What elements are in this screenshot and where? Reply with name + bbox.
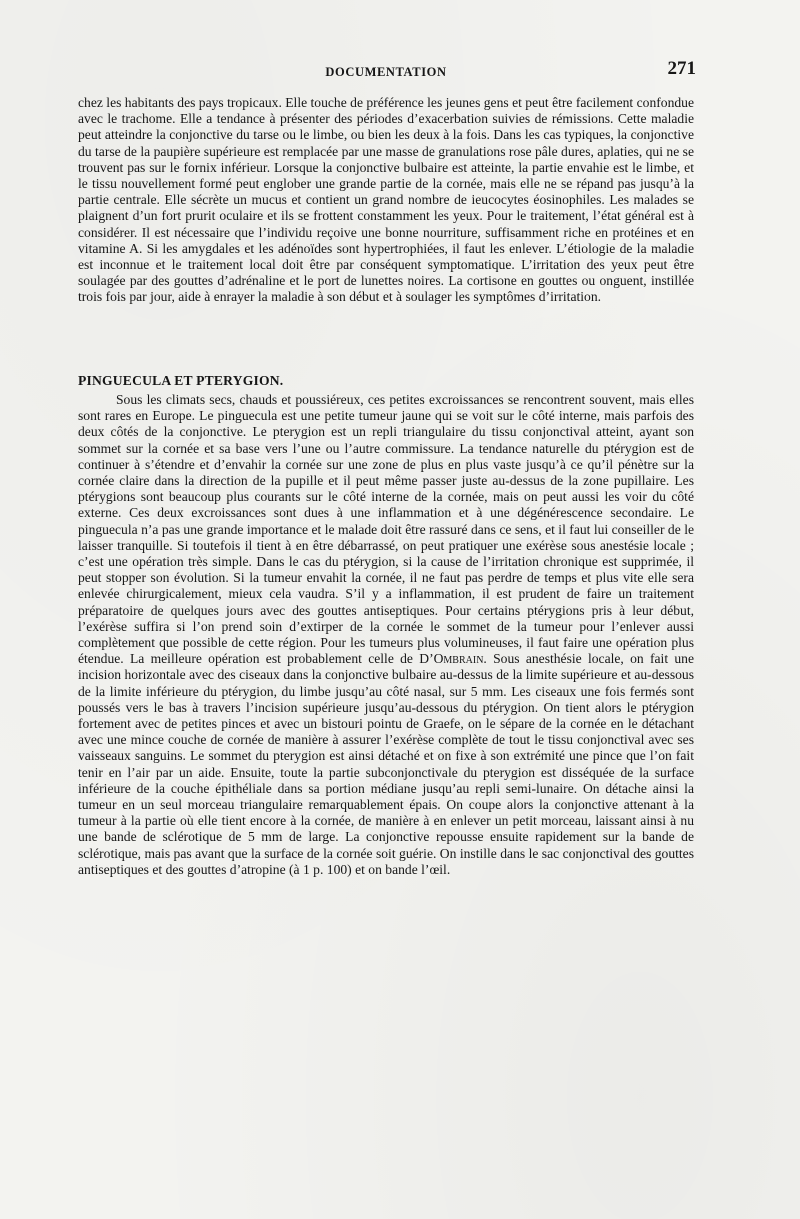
paragraph-text: chez les habitants des pays tropicaux. Elle touche de préférence les jeunes gens et peut être facilement confondue avec le trachome. Elle a tendance à présenter des périodes d’exacerbation suivies de rémissions. Cette maladie peut atteindre la conjonctive du tarse ou le limbe, ou bien les deux à la fois. Dans les cas typiques, la conjonctive du tarse de la paupière supérieure est remplacée par une masse de granulations rose pâle dures, aplaties, qui ne se trouvent pas sur le fornix inférieur. Lorsque la conjonctive bulbaire est atteinte, la partie envahie est le limbe, et le tissu nouvellement formé peut englober une grande partie de la cornée, mais elle ne se répand pas jusqu’à la partie centrale. Elle sécrète un mucus et contient un grand nombre de ieucocytes éosinophiles. Les malades se plaignent d’un fort prurit oculaire et ils se frottent constamment les yeux. Pour le traitement, l’état général est à considérer. Il est nécessaire que l’individu reçoive une bonne nourriture, suffisamment riche en protéines et en vitamine A. Si les amygdales et les adénoïdes sont hypertrophiées, il faut les enlever. L’étiologie de la maladie est inconnue et le traitement local doit être par conséquent symptomatique. L’irritation des yeux peut être soulagée par des gouttes d’adrénaline et le port de lunettes noires. La cortisone en gouttes ou onguent, instillée trois fois par jour, aide à enrayer la maladie à son début et à soulager les symptômes d’irritation. [78,95,694,305]
body-paragraph-pinguecula [78,392,694,878]
section-heading: PINGUECULA ET PTERYGION. [78,373,284,388]
paragraph-text-part-1: Sous les climats secs, chauds et poussiéreux, ces petites excroissances se rencontrent souvent, mais elles sont rares en Europe. Le pinguecula est une petite tumeur jaune qui se voit sur le côté interne, mais parfois des deux côtés de la conjonctive. Le pterygion est un repli triangulaire du tissu conjonctival atteint, ayant son sommet sur la cornée et sa base vers l’une ou l’autre commissure. La tendance naturelle du ptérygion est de continuer à s’étendre et d’envahir la cornée sur une zone de plus en plus vaste jusqu’à ce qu’il pénètre sur la cornée claire dans la direction de la pupille et il peut même passer juste au-dessus de la zone pupillaire. Les ptérygions sont beaucoup plus courants sur le côté interne de la cornée, mais on peut aussi les voir du côté externe. Ces deux excroissances sont dues à une inflammation et à une dégénérescence secondaire. Le pinguecula n’a pas une grande importance et le malade doit être rassuré dans ce sens, et il faut lui conseiller de le laisser tranquille. Si toutefois il tient à en être débarrassé, on peut pratiquer une exérèse sous anestésie locale ; c’est une opération très simple. Dans le cas du ptérygion, si la cause de l’irritation chronique est supprimée, il peut stopper son évolution. Si la tumeur envahit la cornée, il ne faut pas perdre de temps et plus vite elle sera enlevée chirurgicalement, mieux cela vaudra. S’il y a inflammation, il est prudent de faire un traitement préparatoire de quelques jours avec des gouttes antiseptiques. Pour certains ptérygions pris à leur début, l’exérèse suffira si l’on prend soin d’extirper de la cornée le sommet de la tumeur pour l’enlever aussi complètement que possible de cette région. Pour les tumeurs plus volumineuses, il faut faire une opération plus étendue. La meilleure opération est probablement celle de [78,392,694,667]
running-title: DOCUMENTATION [325,65,447,79]
author-name: D’Ombrain [419,651,484,667]
paragraph-text-part-2: . Sous anesthésie locale, on fait une incision horizontale avec des ciseaux dans la conjonctive bulbaire au-dessus de la limite supérieure et au-dessous de la limite inférieure du ptérygion, du limbe jusqu’au côté nasal, sur 5 mm. Les ciseaux une fois fermés sont poussés vers le bas à travers l’incision supérieure jusqu’au-dessous du ptérygion. On tient alors le ptérygion fortement avec de petites pinces et avec un bistouri pointu de Graefe, on le sépare de la cornée en le détachant avec une mince couche de cornée de manière à assurer l’exérèse complète de tout le tissu conjonctival avec ses vaisseaux sanguins. Le sommet du pterygion est ainsi détaché et on fixe à son extrémité une pince que l’on fait tenir en l’air par un aide. Ensuite, toute la partie subconjonctivale du pterygion est disséquée de la surface inférieure de la couche épithéliale dans sa portion médiane jusqu’au repli semi-lunaire. On détache ainsi la tumeur en un seul morceau triangulaire remarquablement épais. On coupe alors la conjonctive attenant à la tumeur à la partie où elle tient encore à la cornée, de manière à en enlever un petit morceau, laissant ainsi à nu une bande de sclérotique de 5 mm de large. La conjonctive repousse ensuite rapidement sur la bande de sclérotique, mais pas avant que la surface de la cornée soit guérie. On instille dans le sac conjonctival des gouttes antiseptiques et des gouttes d’atropine (à 1 p. 100) et on bande l’œil. [78,651,694,877]
running-head [78,58,696,82]
body-paragraph-continued [78,95,694,306]
paragraph-text [78,392,694,878]
page-number: 271 [667,58,696,79]
